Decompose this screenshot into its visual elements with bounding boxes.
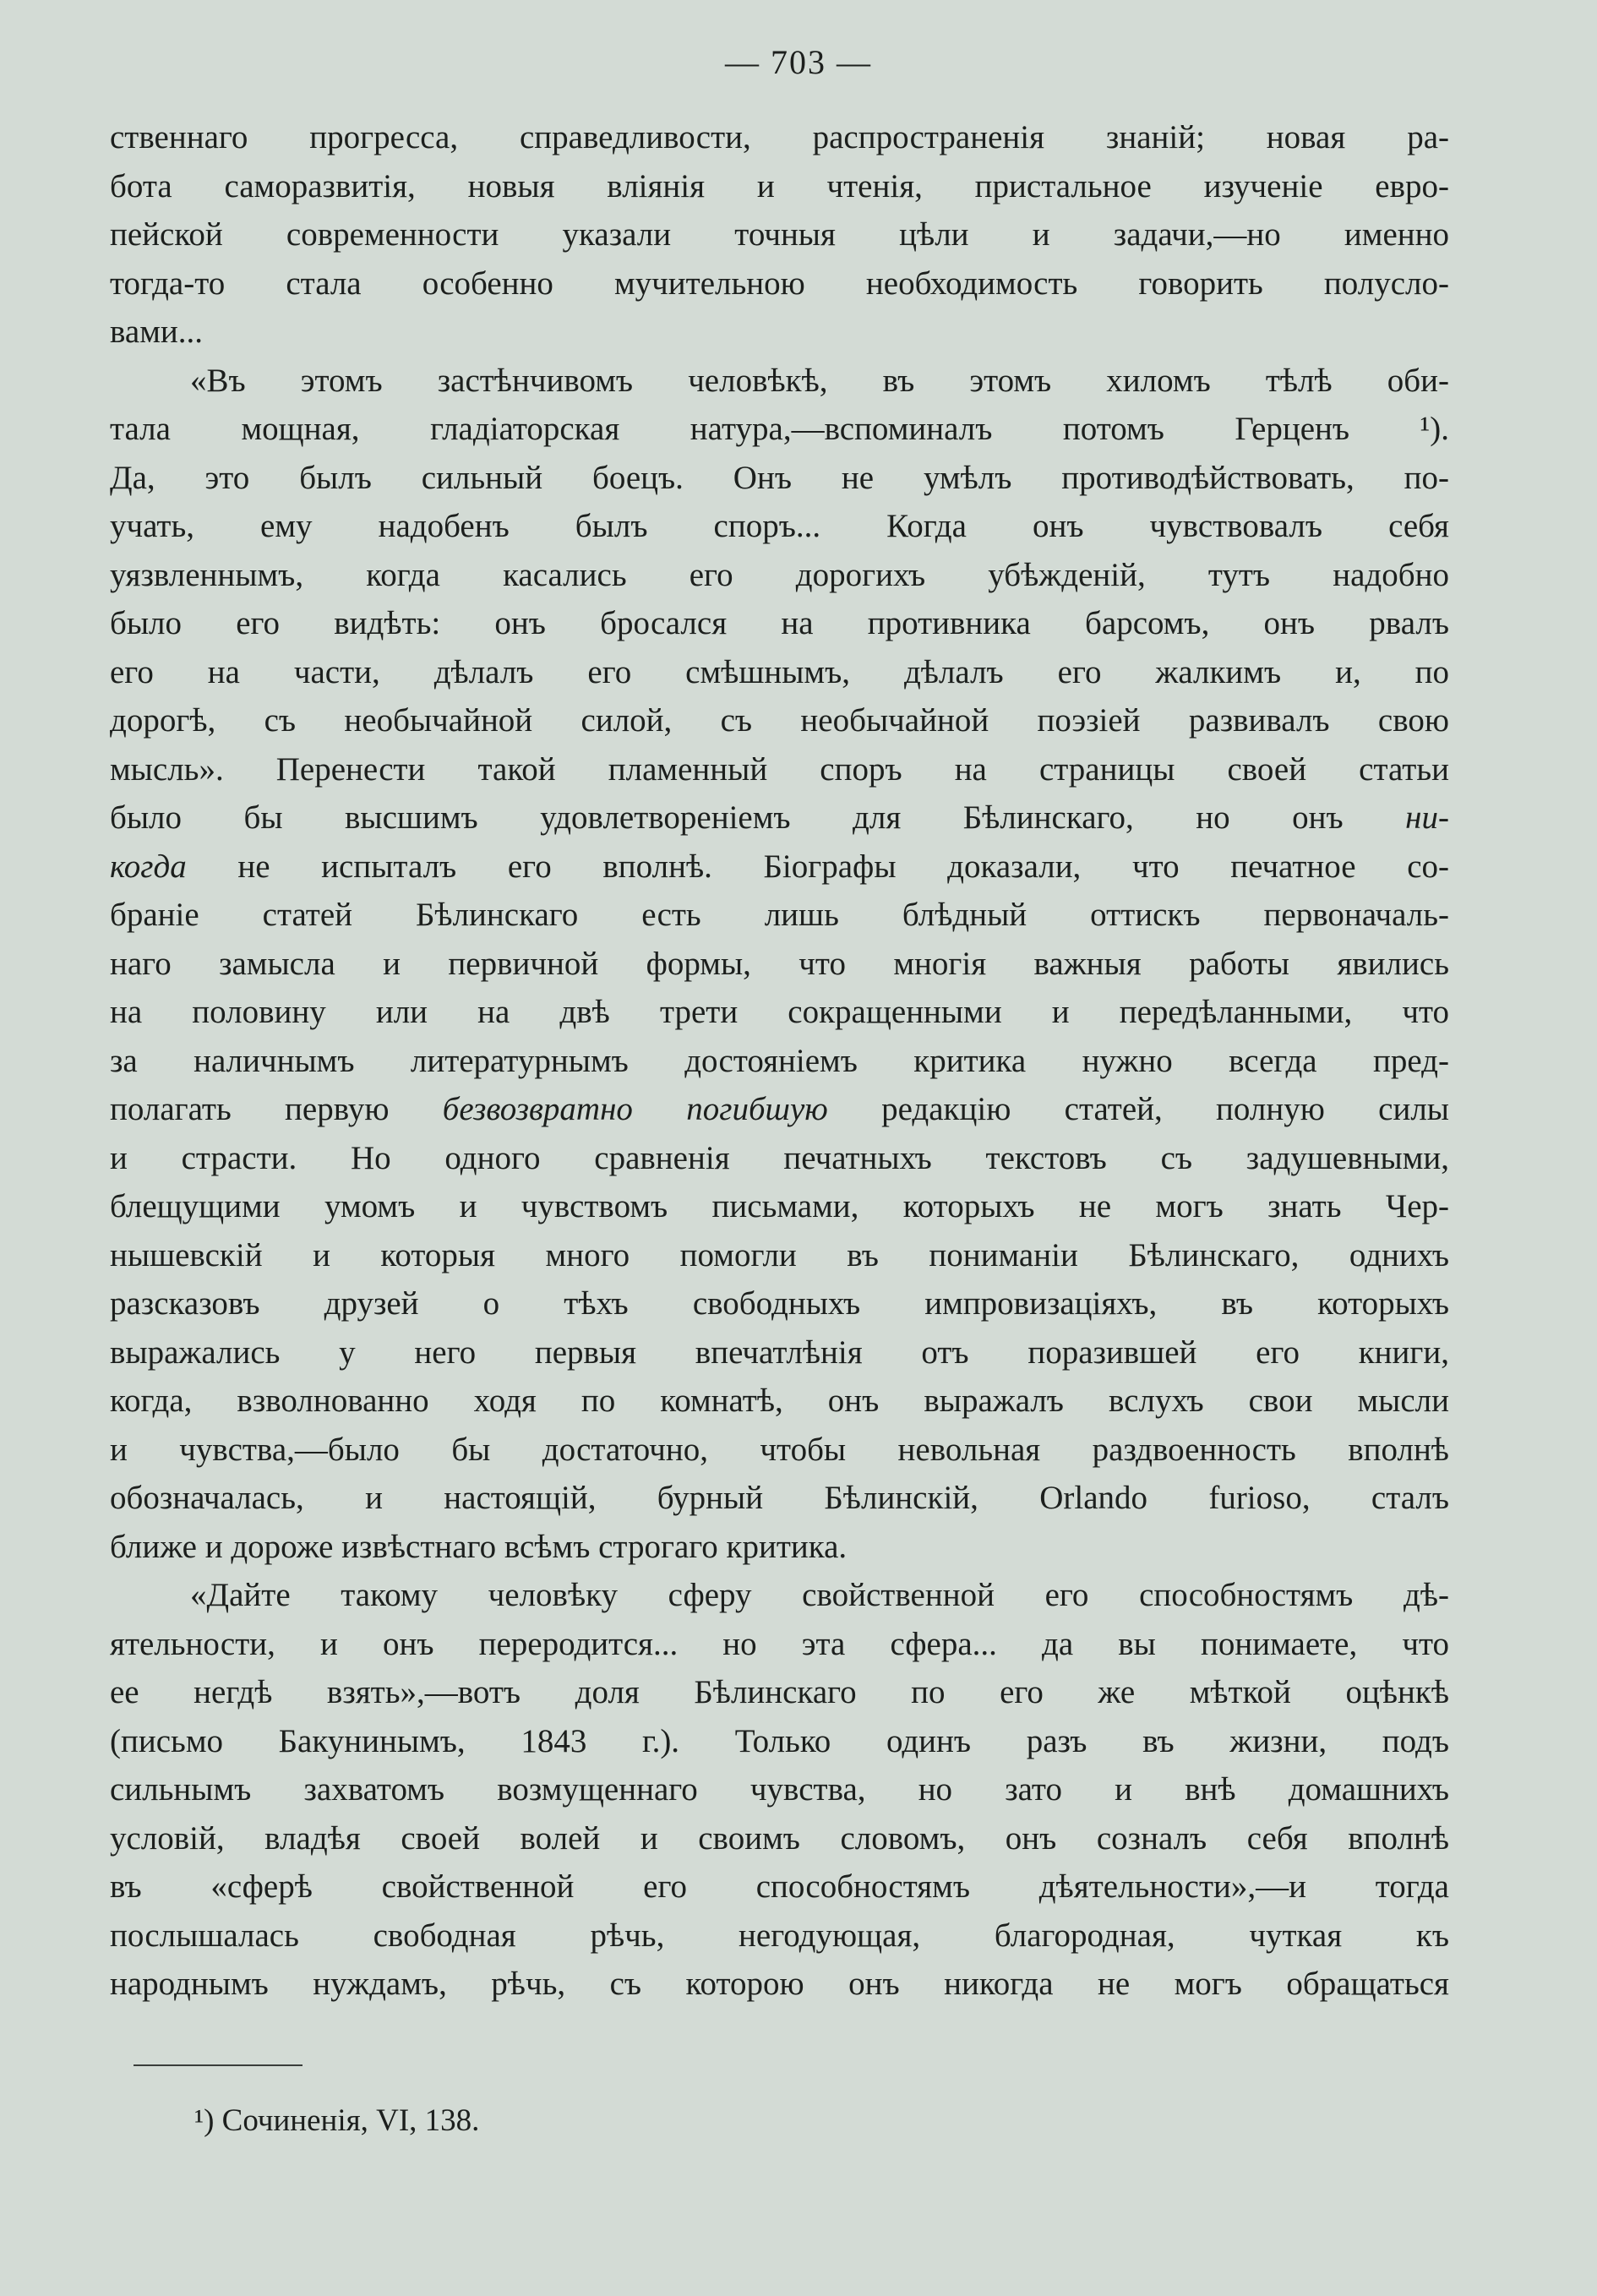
italic-text: безвозвратно погибшую (442, 1091, 828, 1127)
text-line: сильнымъ захватомъ возмущеннаго чувства, но зато и внѣ домашнихъ (110, 1771, 1449, 1808)
text-line: когда не испыталъ его вполнѣ. Біографы доказали, что печатное со- (110, 848, 1449, 885)
text-line: его на части, дѣлалъ его смѣшнымъ, дѣлалъ его жалкимъ и, по (110, 653, 1449, 690)
text-line: за наличнымъ литературнымъ достояніемъ критика нужно всегда пред- (110, 1042, 1449, 1079)
text-line: ее негдѣ взять»,—вотъ доля Бѣлинскаго по его же мѣткой оцѣнкѣ (110, 1674, 1449, 1710)
text-line: мысль». Перенести такой пламенный споръ на страницы своей статьи (110, 750, 1449, 788)
text-line: блещущими умомъ и чувствомъ письмами, которыхъ не могъ знать Чер- (110, 1188, 1449, 1224)
text-line: и чувства,—было бы достаточно, чтобы невольная раздвоенность вполнѣ (110, 1431, 1449, 1468)
text-line: было бы высшимъ удовлетвореніемъ для Бѣлинскаго, но онъ ни- (110, 799, 1449, 836)
text-line: наго замысла и первичной формы, что многія важныя работы явились (110, 945, 1449, 982)
italic-text: когда (110, 848, 187, 885)
body-text (110, 113, 1449, 2009)
text-line: ятельности, и онъ переродится... но эта сфера... да вы понимаете, что (110, 1625, 1449, 1662)
text-line: браніе статей Бѣлинскаго есть лишь блѣдный оттискъ первоначаль- (110, 897, 1449, 933)
text-line: народнымъ нуждамъ, рѣчь, съ которою онъ никогда не могъ обращаться (110, 1966, 1449, 2002)
text-line: (письмо Бакунинымъ, 1843 г.). Только одинъ разъ въ жизни, подъ (110, 1722, 1449, 1759)
text-line: тала мощная, гладіаторская натура,—вспоминалъ потомъ Герценъ ¹). (110, 411, 1449, 447)
text-line: когда, взволнованно ходя по комнатѣ, онъ выражалъ вслухъ свои мысли (110, 1383, 1449, 1419)
text-line: ственнаго прогресса, справедливости, распространенія знаній; новая ра- (110, 119, 1449, 155)
text-line: дорогѣ, съ необычайной силой, съ необычайной поэзіей развивалъ свою (110, 702, 1449, 739)
text-line: условій, владѣя своей волей и своимъ словомъ, онъ созналъ себя вполнѣ (110, 1819, 1449, 1857)
text-line: выражались у него первыя впечатлѣнія отъ поразившей его книги, (110, 1333, 1449, 1371)
text-line: Да, это былъ сильный боецъ. Онъ не умѣлъ противодѣйствовать, по- (110, 459, 1449, 496)
text-line: и страсти. Но одного сравненія печатныхъ текстовъ съ задушевными, (110, 1139, 1449, 1176)
text-line: учать, ему надобенъ былъ споръ... Когда онъ чувствовалъ себя (110, 508, 1449, 544)
text-line: нышевскій и которыя много помогли въ пониманіи Бѣлинскаго, однихъ (110, 1236, 1449, 1273)
text-line: послышалась свободная рѣчь, негодующая, благородная, чуткая къ (110, 1917, 1449, 1954)
text-line: вами... (110, 314, 204, 350)
text-line: было его видѣть: онъ бросался на противника барсомъ, онъ рвалъ (110, 605, 1449, 641)
footnote-divider (134, 2064, 303, 2066)
text-line: уязвленнымъ, когда касались его дорогихъ убѣжденій, тутъ надобно (110, 556, 1449, 593)
italic-text: ни- (1405, 799, 1449, 836)
text-line: тогда-то стала особенно мучительною необходимость говорить полусло- (110, 265, 1449, 302)
text-line: разсказовъ друзей о тѣхъ свободныхъ импровизаціяхъ, въ которыхъ (110, 1285, 1449, 1322)
paragraph-start-line: «Дайте такому человѣку сферу свойственной его способностямъ дѣ- (190, 1577, 1449, 1613)
paragraph-start-line: «Въ этомъ застѣнчивомъ человѣкѣ, въ этомъ хиломъ тѣлѣ оби- (190, 362, 1449, 399)
text-line: въ «сферѣ свойственной его способностямъ дѣятельности»,—и тогда (110, 1868, 1449, 1905)
text-line: пейской современности указали точныя цѣли и задачи,—но именно (110, 216, 1449, 253)
footnote: ¹) Сочиненія, VI, 138. (194, 2103, 480, 2138)
page-number: — 703 — (725, 43, 872, 81)
text-line: бота саморазвитія, новыя вліянія и чтенія, пристальное изученіе евро- (110, 167, 1449, 205)
text-line: ближе и дороже извѣстнаго всѣмъ строгаго критика. (110, 1528, 848, 1565)
text-line: на половину или на двѣ трети сокращенными и передѣланными, что (110, 994, 1449, 1030)
text-line: полагать первую безвозвратно погибшую редакцію статей, полную силы (110, 1091, 1449, 1127)
text-line: обозначалась, и настоящій, бурный Бѣлинскій, Orlando furioso, сталъ (110, 1480, 1449, 1516)
